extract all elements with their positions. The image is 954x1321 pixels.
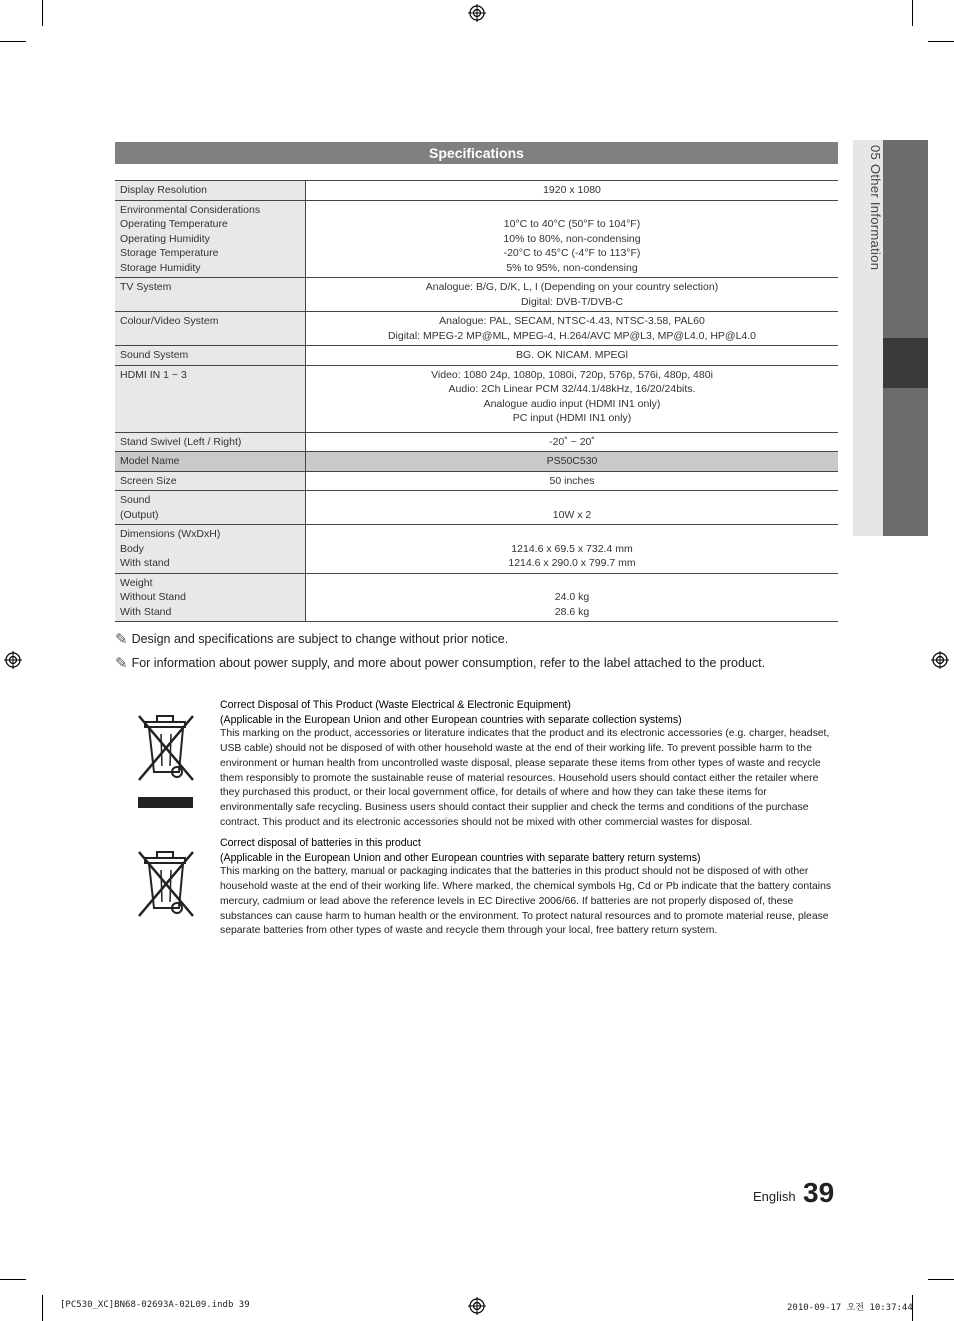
- spec-row: [115, 312, 838, 346]
- spec-value-line: 1214.6 x 290.0 x 799.7 mm: [508, 557, 636, 569]
- note-text: Design and specifications are subject to change without prior notice.: [131, 632, 509, 646]
- spec-key: [115, 491, 306, 525]
- spec-row: [115, 573, 838, 622]
- spec-key-line: Weight: [120, 576, 153, 589]
- spec-value: [306, 452, 839, 472]
- spec-key: [115, 471, 306, 491]
- registration-mark-icon: [4, 651, 22, 669]
- pencil-note-icon: ✎: [115, 655, 128, 672]
- weee-disposal-text: [220, 698, 840, 830]
- spec-key-line: Stand Swivel (Left / Right): [120, 435, 242, 448]
- registration-mark-icon: [468, 4, 486, 22]
- registration-mark-icon: [931, 651, 949, 669]
- notes: [115, 627, 765, 675]
- spec-value-line: PC input (HDMI IN1 only): [512, 412, 632, 424]
- spec-key: [115, 452, 306, 472]
- spec-value-line: Analogue: B/G, D/K, L, I (Depending on your country selection): [425, 281, 719, 293]
- footer-language: English: [753, 1189, 796, 1204]
- specifications-table: [115, 180, 838, 622]
- spec-key-line: Operating Humidity: [120, 232, 210, 245]
- crop-mark: [42, 1295, 43, 1321]
- spec-key-line: TV System: [120, 281, 172, 293]
- disposal-subtitle: (Applicable in the European Union and other European countries with separate battery return systems): [220, 851, 701, 864]
- chapter-tab-marker: [883, 338, 928, 388]
- disposal-title: Correct Disposal of This Product (Waste Electrical & Electronic Equipment): [220, 699, 571, 711]
- spec-key-line: Body: [120, 542, 144, 555]
- note-text: For information about power supply, and more about power consumption, refer to the label attached to the product.: [131, 656, 766, 670]
- note-item: [115, 651, 765, 675]
- spec-value-line: Video: 1080 24p, 1080p, 1080i, 720p, 576p, 576i, 480p, 480i: [431, 368, 713, 381]
- spec-row: [115, 491, 838, 525]
- spec-value: [306, 573, 839, 622]
- crop-mark: [928, 41, 954, 42]
- spec-row: [115, 278, 838, 312]
- spec-key-line: Model Name: [120, 455, 180, 467]
- crossed-out-bin-icon: [135, 712, 199, 784]
- spec-value: [306, 365, 839, 432]
- spec-key-line: With stand: [120, 557, 170, 569]
- spec-value-line: 24.0 kg: [554, 591, 590, 603]
- battery-disposal-text: [220, 836, 840, 939]
- spec-key-line: Display Resolution: [120, 184, 207, 196]
- spec-value: [306, 278, 839, 312]
- spec-key-line: (Output): [120, 508, 159, 521]
- spec-key: [115, 200, 306, 278]
- spec-value: [306, 525, 839, 574]
- spec-key: [115, 312, 306, 346]
- spec-key-line: Operating Temperature: [120, 218, 228, 230]
- spec-value-line: BG. OK NICAM. MPEGl: [515, 349, 628, 361]
- weee-black-bar: [138, 797, 193, 808]
- spec-row: [115, 200, 838, 278]
- spec-value-line: Digital: MPEG-2 MP@ML, MPEG-4, H.264/AVC MP@L3, MP@L4.0, HP@L4.0: [387, 329, 757, 342]
- spec-key-line: Storage Humidity: [120, 261, 201, 274]
- page-number: 39: [803, 1177, 835, 1208]
- spec-value-line: 1920 x 1080: [543, 184, 601, 196]
- print-imprint-file: [PC530_XC]BN68-02693A-02L09.indb 39: [60, 1300, 250, 1310]
- spec-row: [115, 525, 838, 574]
- spec-value: [306, 432, 839, 452]
- note-item: [115, 627, 765, 651]
- spec-key-line: Sound System: [120, 349, 189, 361]
- spec-key-line: Dimensions (WxDxH): [120, 528, 221, 540]
- spec-value-line: 5% to 95%, non-condensing: [506, 261, 638, 274]
- spec-value: [306, 200, 839, 278]
- crop-mark: [928, 1279, 954, 1280]
- spec-value-line: 50 inches: [549, 474, 595, 487]
- spec-key: [115, 525, 306, 574]
- crop-mark: [912, 0, 913, 26]
- spec-value-line: PS50C530: [546, 455, 598, 467]
- spec-value-line: Digital: DVB-T/DVB-C: [520, 295, 624, 308]
- spec-key: [115, 573, 306, 622]
- spec-value: [306, 471, 839, 491]
- pencil-note-icon: ✎: [115, 631, 128, 648]
- disposal-subtitle: (Applicable in the European Union and other European countries with separate collection systems): [220, 713, 682, 726]
- spec-key-line: Screen Size: [120, 474, 177, 487]
- spec-value: [306, 312, 839, 346]
- spec-value-line: Audio: 2Ch Linear PCM 32/44.1/48kHz, 16/20/24bits.: [448, 383, 696, 395]
- spec-value-line: -20°C to 45°C (-4°F to 113°F): [503, 247, 641, 259]
- crop-mark: [0, 1279, 26, 1280]
- spec-value: [306, 181, 839, 201]
- spec-key-line: Without Stand: [120, 591, 186, 603]
- spec-value-line: 10°C to 40°C (50°F to 104°F): [503, 218, 641, 230]
- spec-key: [115, 432, 306, 452]
- crop-mark: [42, 0, 43, 26]
- spec-value-line: Analogue: PAL, SECAM, NTSC-4.43, NTSC-3.58, PAL60: [439, 315, 705, 327]
- spec-value-line: -20˚ ~ 20˚: [549, 435, 595, 448]
- spec-row: [115, 346, 838, 366]
- spec-key-line: Environmental Considerations: [120, 203, 261, 216]
- print-imprint-date: 2010-09-17 오전 10:37:44: [787, 1303, 913, 1313]
- spec-value-line: 1214.6 x 69.5 x 732.4 mm: [511, 542, 633, 555]
- spec-value-line: 10W x 2: [552, 508, 592, 521]
- spec-key-line: Colour/Video System: [120, 315, 219, 327]
- crop-mark: [0, 41, 26, 42]
- spec-key: [115, 365, 306, 432]
- specifications-title: Specifications: [115, 142, 838, 164]
- spec-key-line: With Stand: [120, 605, 172, 618]
- spec-row: [115, 452, 838, 472]
- chapter-label: 05 Other Information: [868, 145, 883, 271]
- spec-key-line: Sound: [120, 494, 151, 506]
- spec-value-line: 28.6 kg: [554, 605, 590, 618]
- spec-row: [115, 471, 838, 491]
- disposal-title: Correct disposal of batteries in this product: [220, 837, 421, 849]
- spec-value: [306, 491, 839, 525]
- spec-row: [115, 432, 838, 452]
- spec-row: [115, 365, 838, 432]
- spec-key-line: HDMI IN 1 ~ 3: [120, 368, 187, 381]
- registration-mark-icon: [468, 1297, 486, 1315]
- disposal-body: This marking on the product, accessories or literature indicates that the product and its electronic accessories (e.g. charger, headset, USB cable) should not be disposed of with other household waste at the end of their working life. To prevent possible harm to the environment or human health from uncontrolled waste disposal, please separate these items from other types of waste and recycle them responsibly to promote the sustainable reuse of material resources. Household users should contact either the retailer where they purchased this product, or their local government office, for details of where and how they can take these items for environmentally safe recycling. Business users should contact their supplier and check the terms and conditions of the purchase contract. This product and its electronic accessories should not be mixed with other commercial wastes for disposal.: [220, 728, 830, 828]
- spec-value-line: Analogue audio input (HDMI IN1 only): [483, 397, 661, 410]
- spec-key: [115, 278, 306, 312]
- crossed-out-bin-icon: [135, 848, 199, 920]
- spec-key: [115, 346, 306, 366]
- spec-value-line: 10% to 80%, non-condensing: [503, 232, 641, 245]
- spec-key: [115, 181, 306, 201]
- spec-row: [115, 181, 838, 201]
- spec-value: [306, 346, 839, 366]
- spec-key-line: Storage Temperature: [120, 247, 219, 259]
- disposal-body: This marking on the battery, manual or packaging indicates that the batteries in this product should not be disposed of with other household waste at the end of their working life. Where marked, the chemical symbols Hg, Cd or Pb indicate that the battery contains mercury, cadmium or lead above the reference levels in EC Directive 2006/66. If batteries are not properly disposed of, these substances can cause harm to human health or the environment. To protect natural resources and to promote material reuse, please separate batteries from other types of waste and recycle them through your local, free battery return system.: [220, 866, 832, 937]
